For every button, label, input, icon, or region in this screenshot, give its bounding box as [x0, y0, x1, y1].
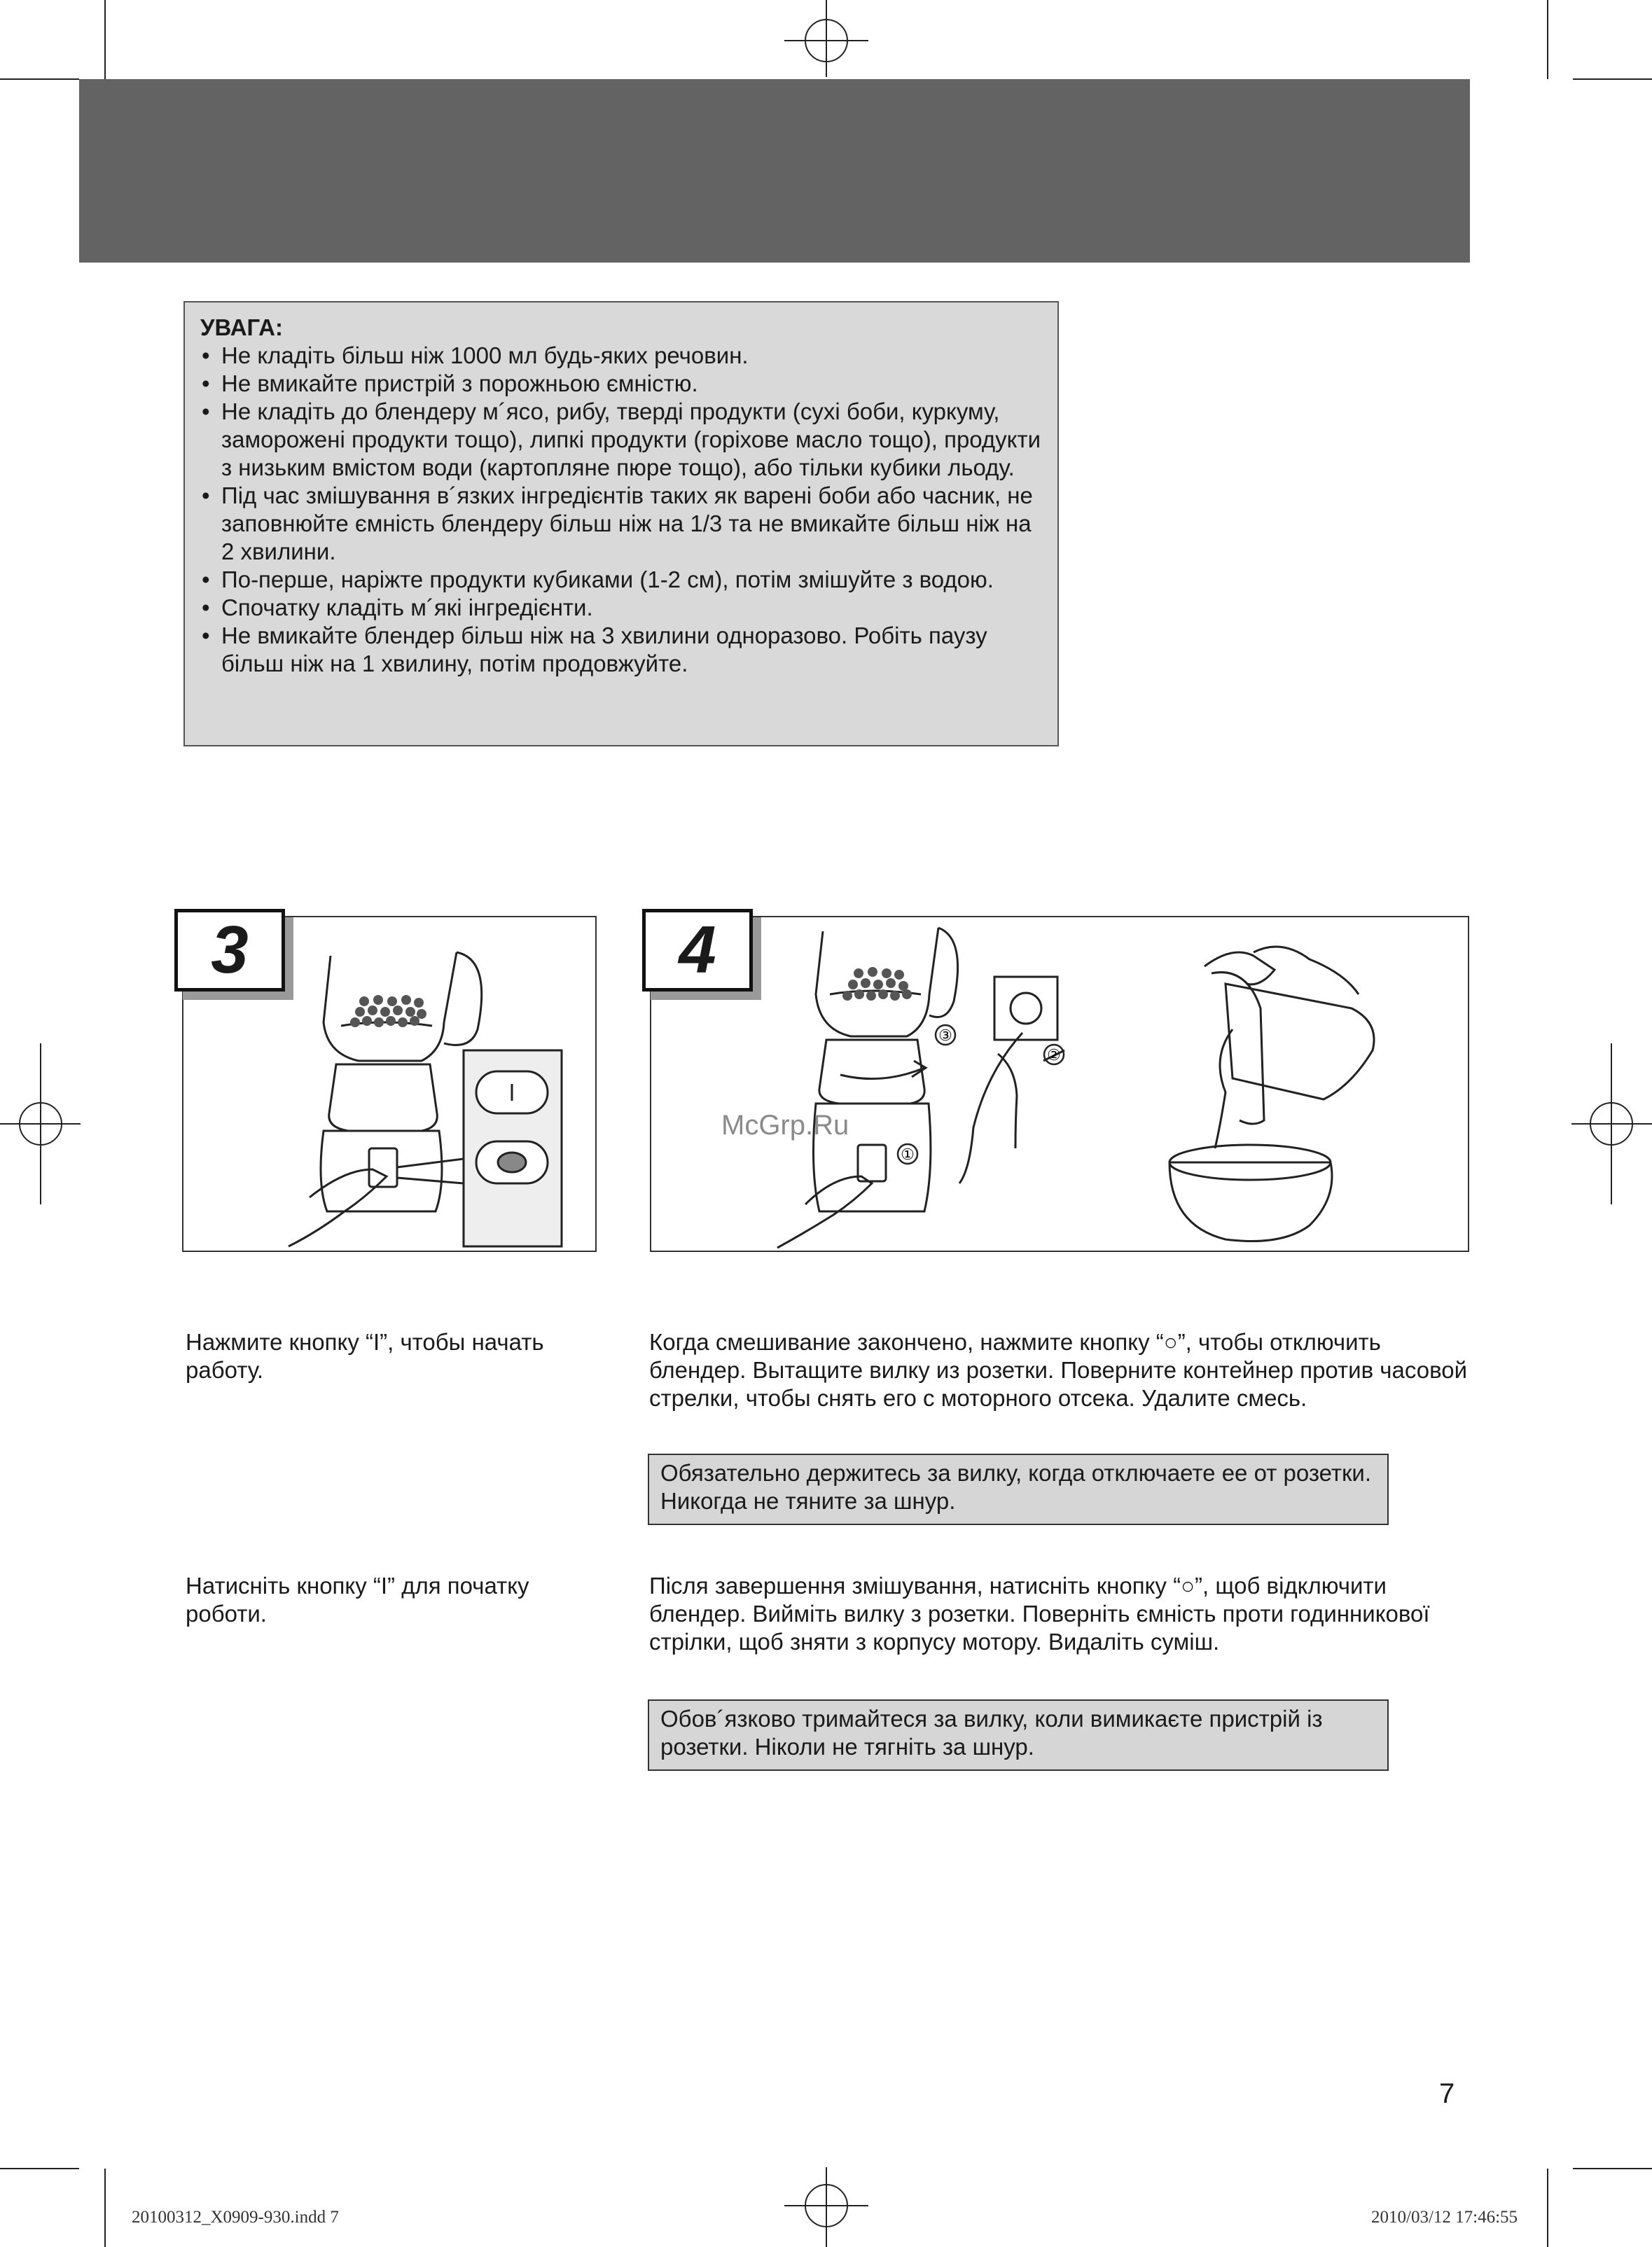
step4-note-uk: Обов´язково тримайтеся за вилку, коли вимикаєте пристрій із розетки. Ніколи не тягніть за шнур.: [648, 1699, 1389, 1771]
step3-text-ru: Нажмите кнопку “I”, чтобы начать работу.: [186, 1329, 544, 1383]
warning-list: [200, 342, 1042, 678]
warning-box: [183, 301, 1059, 746]
step3-text-uk: Натисніть кнопку “I” для початку роботи.: [186, 1573, 529, 1627]
blender-unplug-and-pour-illustration: [651, 917, 1468, 1251]
footer-timestamp: 2010/03/12 17:46:55: [1371, 2208, 1518, 2227]
callout-1: ①: [901, 1146, 915, 1163]
step3-badge: 3: [174, 909, 285, 992]
step4-badge: 4: [642, 909, 753, 992]
step4-panel: [650, 916, 1469, 1252]
step4-text-ru: Когда смешивание закончено, нажмите кнопку “○”, чтобы отключить блендер. Вытащите вилку из розетки. Поверните контейнер против часовой стрелки, чтобы снять его с моторного отсека. Удалите смесь.: [649, 1329, 1468, 1411]
step4-text-uk: Після завершення змішування, натисніть кнопку “○”, щоб відключити блендер. Вийміть вилку з розетки. Поверніть ємність проти годинникової стрілки, щоб зняти з корпусу мотору. Видаліть суміш.: [649, 1573, 1430, 1655]
page-number: 7: [1439, 2078, 1455, 2109]
warning-item: • Спочатку кладіть м´які інгредієнти.: [200, 594, 1042, 622]
warning-item: • По-перше, наріжте продукти кубиками (1-2 см), потім змішуйте з водою.: [200, 566, 1042, 594]
watermark: McGrp.Ru: [721, 1110, 849, 1141]
callout-3: ③: [938, 1027, 952, 1044]
warning-title: УВАГА:: [200, 314, 283, 340]
warning-item: • Не кладіть до блендеру м´ясо, рибу, тверді продукти (сухі боби, куркуму, заморожені продукти тощо), липкі продукти (горіхове масло тощо), продукти з низьким вмістом води (картопляне пюре тощо), або тільки кубики льоду.: [200, 398, 1042, 482]
step4-note-ru: Обязательно держитесь за вилку, когда отключаете ее от розетки. Никогда не тяните за шнур.: [648, 1454, 1389, 1525]
footer-file: 20100312_X0909-930.indd 7: [132, 2208, 339, 2227]
warning-item: • Не кладіть більш ніж 1000 мл будь-яких речовин.: [200, 342, 1042, 370]
callout-2: ②: [1047, 1046, 1061, 1064]
header-band: [79, 79, 1470, 263]
warning-item: • Не вмикайте пристрій з порожньою ємністю.: [200, 370, 1042, 398]
warning-item: • Під час змішування в´язких інгредієнтів таких як варені боби або часник, не заповнюйте ємність блендеру більш ніж на 1/3 та не вмикайте більш ніж на 2 хвилини.: [200, 482, 1042, 566]
warning-item: • Не вмикайте блендер більш ніж на 3 хвилини одноразово. Робіть паузу більш ніж на 1 хвилину, потім продовжуйте.: [200, 622, 1042, 678]
